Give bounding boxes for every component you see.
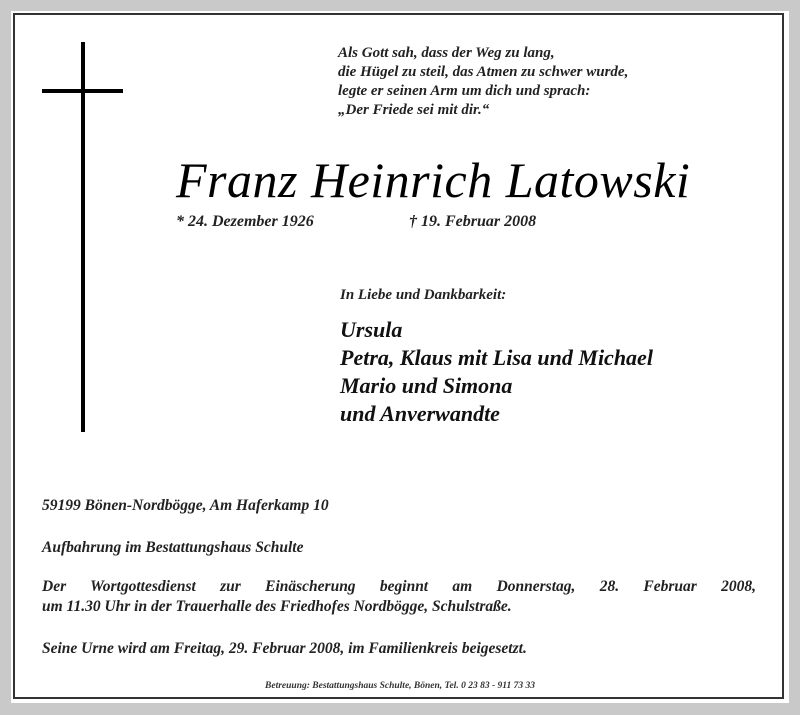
poem: [338, 44, 628, 120]
mourner-entry: Petra, Klaus mit Lisa und Michael: [340, 345, 653, 370]
life-dates: [176, 212, 537, 232]
deceased-name: Franz Heinrich Latowski: [176, 152, 691, 208]
death-date: † 19. Februar 2008: [409, 213, 537, 230]
mourner-entry: und Anverwandte: [340, 401, 500, 426]
service-notice: [42, 577, 756, 617]
mourner-entry: Ursula: [340, 317, 403, 342]
mourner-entry: Mario und Simona: [340, 373, 513, 398]
service-line-1: Der Wortgottesdienst zur Einäscherung beginnt am Donnerstag, 28. Februar 2008,: [42, 578, 756, 595]
mourners-list: [340, 316, 653, 428]
cross-horizontal-bar: [42, 89, 123, 93]
mourners-intro: In Liebe und Dankbarkeit:: [340, 287, 507, 303]
poem-line: die Hügel zu steil, das Atmen zu schwer wurde,: [338, 64, 629, 80]
birth-date: * 24. Dezember 1926: [176, 213, 314, 230]
viewing-notice: Aufbahrung im Bestattungshaus Schulte: [42, 539, 304, 556]
service-line-2: um 11.30 Uhr in der Trauerhalle des Friedhofes Nordbögge, Schulstraße.: [42, 598, 512, 615]
cross-vertical-bar: [81, 42, 85, 432]
urn-notice: Seine Urne wird am Freitag, 29. Februar 2008, im Familienkreis beigesetzt.: [42, 640, 527, 657]
poem-line: legte er seinen Arm um dich und sprach:: [338, 83, 591, 99]
poem-line: Als Gott sah, dass der Weg zu lang,: [338, 45, 555, 61]
family-address: 59199 Bönen-Nordbögge, Am Haferkamp 10: [42, 497, 329, 514]
poem-line: „Der Friede sei mit dir.“: [338, 102, 490, 118]
funeral-home-footer: Betreuung: Bestattungshaus Schulte, Bönen, Tel. 0 23 83 - 911 73 33: [265, 681, 535, 691]
